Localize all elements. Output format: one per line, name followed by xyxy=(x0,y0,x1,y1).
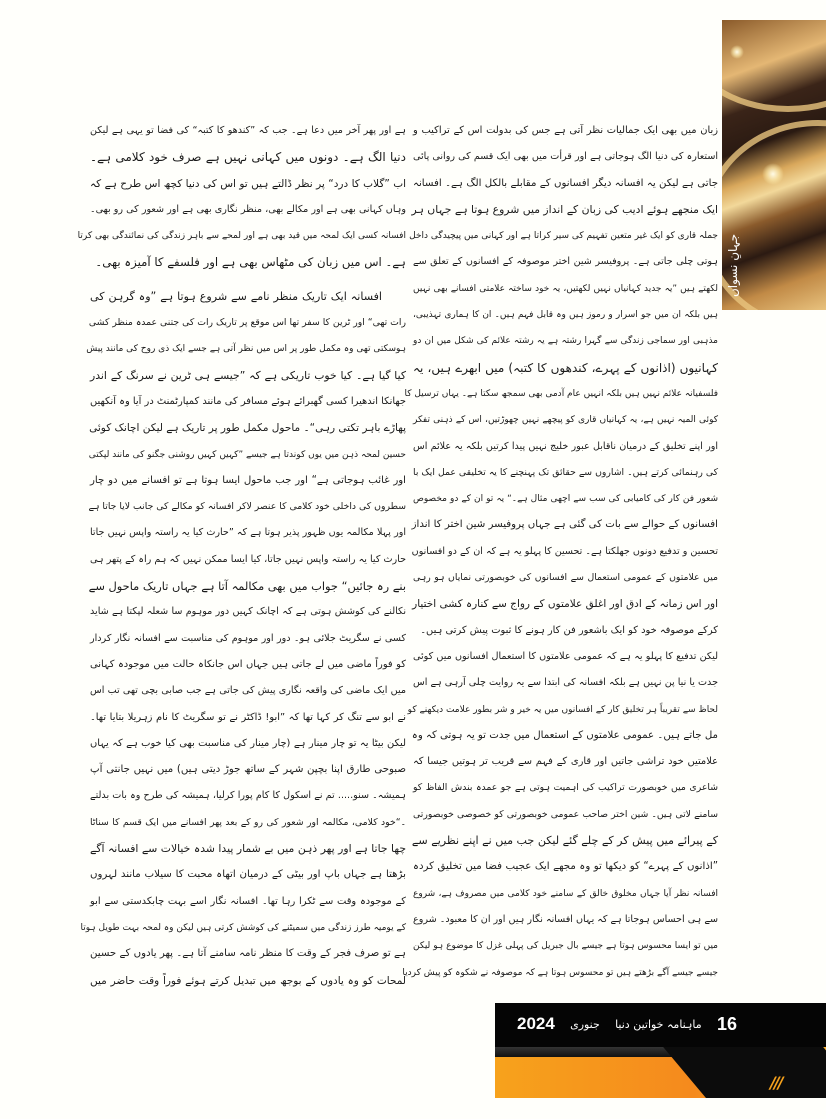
text-line: لیکن تدفیع کا پہلو یہ ہے کہ عمومی علامتوں کا استعمال افسانوں میں کوئی xyxy=(413,650,718,662)
text-line: کرکے موصوفہ خود کو ایک باشعور فن کار ہونے کا ثبوت پیش کرتی ہیں۔ xyxy=(420,624,718,636)
text-line: بڑھتا ہے جہاں باپ اور بیٹی کے درمیان اتھاہ محبت کا سیلاب مانند لہروں xyxy=(90,869,406,881)
text-line: ہے اور پھر آخر میں دعا ہے۔ جب کہ ”کندھو کا کتبہ“ کی فضا تو یہی ہے لیکن xyxy=(90,125,406,136)
paragraph xyxy=(80,284,406,994)
issue-month: جنوری xyxy=(570,1017,600,1031)
text-line: سامنے لاتی ہیں۔ شین اختر صاحب عمومی خوبصورتی کو خصوصی خوبصورتی xyxy=(413,808,718,820)
text-line: جیسے جیسے آگے بڑھتے ہیں تو محسوس ہوتا ہے کہ موصوفہ نے شکوہ کو پیش کردیا xyxy=(402,967,718,978)
text-line: ہوسکتی تھی وہ مکمل طور پر اس میں نظر آتی ہے جسے ایک ذی روح کی مانند پیش xyxy=(86,344,406,355)
text-line: استعارہ کی دنیا الگ ہوجاتی ہے اور قرأت میں بھی ایک قسم کی روانی پائی xyxy=(413,151,718,163)
text-line: کے پیرائے میں پیش کر کے چلے گئے لیکن جب میں نے اپنے نظریے سے xyxy=(411,834,718,848)
sparkle-icon xyxy=(762,163,784,185)
text-line: ہمیشہ۔ سنو..... تم نے اسکول کا کام پورا کرلیا، ہمیشہ کی طرح وہ بات بدلتے xyxy=(90,790,406,802)
footer-text xyxy=(517,1009,737,1039)
text-line: سطروں کی داخلی خود کلامی کا عنصر لاکر افسانہ کو مکالے کی جانب لایا جاتا ہے xyxy=(88,501,406,513)
text-line: میں تو ایسا محسوس ہوتا ہے جیسے بال جبریل کی پہلی غزل کا موضوع ہو لیکن xyxy=(413,941,718,952)
text-line: لکھتے ہیں ”یہ جدید کہانیاں نہیں لکھتیں، یہ خود ساختہ علامتی افسانے بھی نہیں xyxy=(413,283,718,294)
article-column-right xyxy=(402,118,718,986)
text-line: لمحات کو وہ یادوں کے بوجھ میں تبدیل کرتے ہوئے فوراً وقت حاضر میں xyxy=(90,974,406,987)
text-line: ۔“خود کلامی، مکالمہ اور شعور کی رو کے بعد پھر افسانے میں ایک قسم کا سناٹا xyxy=(90,816,406,828)
text-line: کے موجودہ وقت سے ٹکرا رہا تھا۔ افسانہ نگار اسے بہت چابکدستی سے ابو xyxy=(90,895,406,907)
section-label: جہانِ نسواں xyxy=(726,233,740,297)
text-line: رات تھی“ اور ٹرین کا سفر تھا اس موقع پر تاریک رات کی جتنی عمدہ منظر کشی xyxy=(88,317,406,329)
text-line: ہے۔ اس میں زبان کی مٹھاس بھی ہے اور فلسفے کا آمیزہ بھی۔ xyxy=(95,255,406,270)
text-line: کو فوراً ماضی میں لے جاتی ہیں جہاں اس جانکاہ حالت میں موجودہ کہانی xyxy=(90,658,406,670)
paragraph-gap xyxy=(90,276,406,284)
text-line: زبان میں بھی ایک جمالیات نظر آتی ہے جس کی بدولت اس کے تراکیب و xyxy=(413,125,718,136)
text-line: شعور فن کار کی کامیابی کی سب سے اچھی مثال ہے۔“ یہ تو ان کے دو مخصوص xyxy=(413,494,718,505)
text-line: اور اس زمانہ کے ادق اور اغلق علامتوں کے رواج سے کنارہ کشی اختیار xyxy=(412,598,718,611)
text-line: کہانیوں (اذانوں کے پہرے، کندھوں کا کتبہ) میں ابھرے ہیں، یہ xyxy=(413,360,718,375)
text-line: چھا جاتا ہے اور پھر ذہن میں بے شمار پیدا شدہ خیالات سے افسانہ آگے xyxy=(90,842,406,856)
section-banner xyxy=(722,20,826,310)
text-line: کسی نے سگریٹ جلائی ہو۔ دور اور موہوم کی مناسبت سے افسانہ نگار کردار xyxy=(90,632,406,644)
text-line: ایک منجھے ہوئے ادیب کی زبان کے انداز میں شروع ہوتا ہے جہاں ہر xyxy=(411,202,718,216)
text-line: وہاں کہانی بھی ہے اور مکالے بھی، منظر نگاری بھی ہے اور شعور کی رو بھی۔ xyxy=(90,203,406,215)
text-line: اور پہلا مکالمہ یوں ظہور پذیر ہوتا ہے کہ ”حارث کیا یہ راستہ واپس نہیں جاتا xyxy=(90,527,406,539)
magazine-name: ماہنامہ خواتین دنیا xyxy=(615,1017,702,1031)
text-line: افسانہ نظر آیا جہاں مخلوق خالق کے سامنے خود کلامی میں مصروف ہے، شروع xyxy=(413,888,718,899)
text-line: لیکن بیٹا یہ تو چار مینار ہے (چار مینار کی مناسبت بھی کیا خوب ہے کہ یہاں xyxy=(90,737,406,749)
text-line: دنیا الگ ہے۔ دونوں میں کہانی نہیں ہے صرف خود کلامی ہے۔ xyxy=(90,150,406,165)
text-line: مل جاتے ہیں۔ عمومی علامتوں کے استعمال میں جدت تو یہ ہوتی کہ وہ xyxy=(411,729,718,741)
text-line: کے یومیہ طرز زندگی میں سمیٹنے کی کوشش کرتی ہیں لیکن وہ لمحہ بہت طویل ہوتا xyxy=(80,922,406,933)
text-line: ہے تو صرف فجر کے وقت کا منظر نامہ سامنے آتا ہے۔ پھر یادوں کے حسین xyxy=(90,948,406,960)
text-line: اب ”گلاب کا درد“ پر نظر ڈالتے ہیں تو اس کی دنیا کچھ اس طرح ہے کہ xyxy=(90,177,406,190)
text-line: نکالنے کی کوشش ہوتی ہے کہ اچانک کہیں دور موہوم سا شعلہ لپکتا ہے شاید xyxy=(90,606,406,618)
text-line: اور اپنے تخلیق کے درمیان ناقابل عبور خلیج نہیں پیدا کرتیں بلکہ یہ علائم اس xyxy=(413,440,718,452)
text-line: کوئی المیہ نہیں ہے، یہ کہانیاں قاری کو پیچھے نہیں چھوڑتیں، اس کے ذہنی تفکر xyxy=(413,415,718,426)
text-line: افسانہ کسی ایک لمحہ میں قید بھی ہے اور لمحے سے باہر زندگی کی نمائندگی بھی کرتا xyxy=(77,231,406,242)
text-line: ہوتی چلی جاتی ہے۔ پروفیسر شین اختر موصوفہ کے افسانوں کے تعلق سے xyxy=(413,256,718,268)
text-line: میں ایک ماضی کی واقعہ نگاری پیش کی جاتی ہے جب صابی بچی تھی تب اس xyxy=(90,685,406,697)
text-line: بنے رہ جائیں“ جواب میں بھی مکالمہ آتا ہے جہاں تاریک ماحول سے xyxy=(88,579,406,594)
text-line: صبوحی طارق اپنا بچپن شہر کے ساتھ جوڑ دیتی ہیں) میں نہیں جانتی آپ xyxy=(90,764,406,776)
text-line: جملہ قاری کو ایک غیر متعین تفہیم کی سیر کراتا ہے اور کہانی میں پیچیدگی داخل xyxy=(409,231,718,242)
text-line: شاعری میں خوبصورت تراکیب کی اہمیت ہوتی ہے جو عمدہ بندش الفاظ کو xyxy=(413,782,718,794)
text-line: افسانوں کے حوالے سے بات کی گئی ہے جہاں پروفیسر شین اختر کا انداز xyxy=(411,519,718,531)
text-line: ہیں بلکہ ان میں جو اسرار و رموز ہیں وہ قابل فہم ہیں۔ ان کا ہماری تہذیبی، xyxy=(413,310,718,321)
stripes-icon: /// xyxy=(770,1073,782,1092)
text-line: سے ہی احساس ہوجاتا ہے کہ یہاں افسانہ نگار ہیں اور ان کا معبود۔ شروع xyxy=(413,913,718,925)
text-line: ”اذانوں کے پہرے“ کو دیکھا تو وہ مجھے ایک عجیب فضا میں تخلیق کردہ xyxy=(413,861,718,873)
text-line: مذہبی اور سماجی زندگی سے گہرا رشتہ ہے یہ رشتہ علائم کی شکل میں ان دو xyxy=(413,336,718,347)
text-line: افسانہ ایک تاریک منظر نامے سے شروع ہوتا ہے ”وہ گرہن کی xyxy=(90,289,382,303)
page-number: 16 xyxy=(716,1013,737,1034)
text-line: نے ابو سے تنگ کر کہا تھا کہ ”ابو! ڈاکٹر نے تو سگریٹ کا نام زہریلا بتایا تھا۔ xyxy=(90,711,406,723)
text-line: کی رہنمائی کرتے ہیں۔ اشاروں سے حقائق تک پہنچنے کا یہ تخلیقی عمل ایک با xyxy=(413,466,718,478)
text-line: حارث کیا یہ راستہ واپس نہیں جاتا، کیا ایسا ممکن نہیں کہ ہم راہ کے پتھر ہی xyxy=(90,553,406,565)
text-line: اور غائب ہوجاتی ہے“ اور جب ماحول ایسا ہوتا ہے تو افسانے میں دو چار xyxy=(90,474,406,486)
text-line: لحاظ سے تقریباً ہر تخلیق کار کے افسانوں میں یہ خیر و شر بطور علامت دیکھنے کو xyxy=(407,704,718,715)
issue-year: 2024 xyxy=(517,1014,555,1033)
page-footer xyxy=(495,1003,826,1098)
text-line: حسین لمحہ ذہن میں یوں کوندتا ہے جیسے ”کہیں کہیں روشنی جگنو کی مانند لپکتی xyxy=(88,449,406,460)
text-line: پھاڑے باہر تکتی رہی“۔ ماحول مکمل طور پر تاریک ہے لیکن اچانک کوئی xyxy=(89,422,406,435)
text-line: جاتی ہے لیکن یہ افسانہ دیگر افسانوں کے مقابلے بالکل الگ ہے۔ افسانہ xyxy=(413,177,718,189)
text-line: جھانکا اندھیرا کسی گھبرائے ہوئے مسافر کی مانند کمپارٹمنٹ در آیا وہ آنکھیں xyxy=(90,395,406,407)
decorative-curve xyxy=(722,20,826,112)
text-line: فلسفیانہ علائم نہیں ہیں بلکہ انہیں عام آدمی بھی سمجھ سکتا ہے۔ یہاں ترسیل کا xyxy=(404,388,718,399)
text-line: کیا گیا ہے۔ کیا خوب تاریکی ہے کہ ”جیسے ہی ٹرین نے سرنگ کے اندر xyxy=(90,368,406,382)
text-line: تحسین و تدفیع دونوں جھلکتا ہے۔ تحسین کا پہلو یہ ہے کہ ان کے دو افسانوں xyxy=(411,545,718,557)
text-line: علامتیں خود تراشی جاتیں اور قاری کے فہم سے قریب تر ہوتیں جیسا کہ xyxy=(413,756,718,768)
text-line: جدت یا نیا پن نہیں ہے بلکہ افسانہ کی ابتدا سے یہ روایت چلی آرہی ہے اس xyxy=(413,677,718,689)
paragraph xyxy=(402,118,718,986)
article-column-left xyxy=(77,118,406,994)
paragraph xyxy=(77,118,406,276)
text-line: میں علامتوں کے عمومی استعمال سے افسانوں کی خوبصورتی نمایاں ہو رہی xyxy=(413,572,718,584)
sparkle-icon xyxy=(730,45,744,59)
